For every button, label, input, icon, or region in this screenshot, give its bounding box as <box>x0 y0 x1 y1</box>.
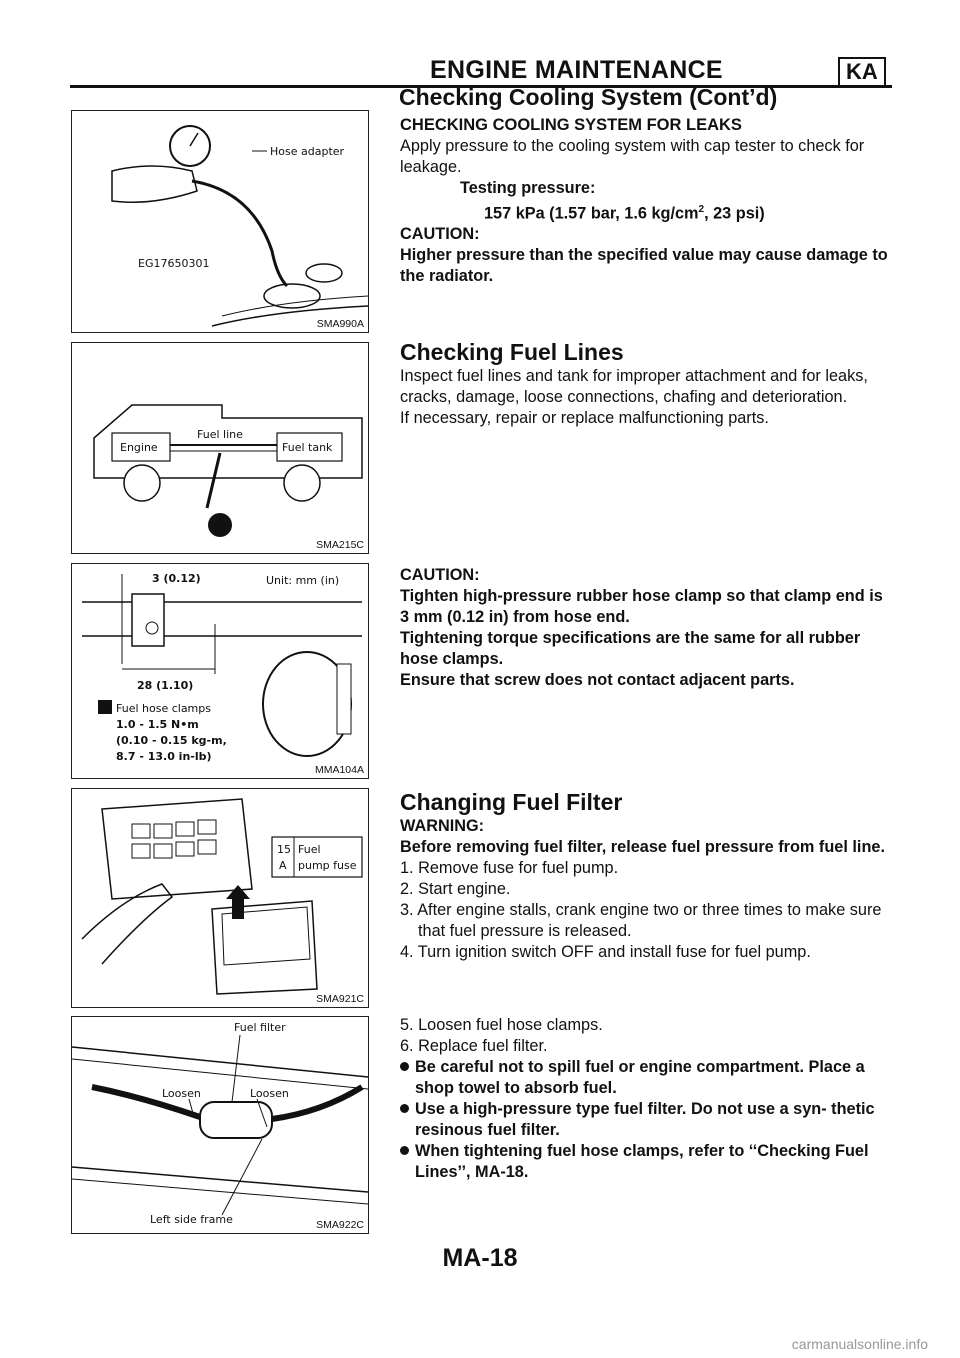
loosen-label: Loosen <box>250 1087 289 1100</box>
engine-label: Engine <box>120 441 158 454</box>
unit-label: Unit: mm (in) <box>266 574 340 587</box>
fuse-name-label: Fuel <box>298 843 321 856</box>
figure-code: SMA990A <box>316 318 364 330</box>
warning-label: WARNING: <box>400 817 485 835</box>
fuse-box-illustration <box>72 789 368 1007</box>
figure-hose-clamp <box>71 563 369 779</box>
bullet-item: Be careful not to spill fuel or engine compartment. Place a shop towel to absorb fuel. <box>400 1057 895 1099</box>
step-item: 2. Start engine. <box>400 880 511 898</box>
fuel-filter-illustration <box>72 1017 368 1233</box>
pressure-value: 157 kPa (1.57 bar, 1.6 $kg/cm^2$, 23 psi) <box>484 204 765 223</box>
section-fuel-lines <box>400 338 895 429</box>
caution-text: Tightening torque specifications are the same for all rubber hose clamps. <box>400 629 861 668</box>
section-title: ENGINE MAINTENANCE <box>430 56 723 84</box>
body-text: If necessary, repair or replace malfunctioning parts. <box>400 409 769 427</box>
body-text: Apply pressure to the cooling system with cap tester to check for leakage. <box>400 137 865 176</box>
figure-fuel-line <box>71 342 369 554</box>
section-clamp-caution <box>400 565 895 691</box>
torque-label: 8.7 - 13.0 in-lb) <box>116 750 212 763</box>
fuse-name-label: pump fuse <box>298 859 357 872</box>
fuse-amp-label: 15 <box>277 843 291 856</box>
truck-fuel-line-illustration <box>72 343 368 553</box>
step-item: 6. Replace fuel filter. <box>400 1037 548 1055</box>
dimension-label: 3 (0.12) <box>152 572 201 585</box>
page-subtitle: Checking Cooling System (Cont’d) <box>399 84 778 110</box>
section-heading: Checking Fuel Lines <box>400 339 624 365</box>
fuel-line-label: Fuel line <box>197 428 243 441</box>
section-heading: CHECKING COOLING SYSTEM FOR LEAKS <box>400 116 742 134</box>
step-item: 5. Loosen fuel hose clamps. <box>400 1016 603 1034</box>
bullet-item: When tightening fuel hose clamps, refer to ‘‘Checking Fuel Lines’’, MA-18. <box>400 1141 895 1183</box>
frame-label: Left side frame <box>150 1213 233 1226</box>
cap-tester-illustration <box>72 111 368 332</box>
section-fuel-filter-cont <box>400 1015 895 1183</box>
pressure-label: Testing pressure: <box>460 179 596 197</box>
caution-label: CAUTION: <box>400 566 480 584</box>
step-item: 1. Remove fuse for fuel pump. <box>400 859 619 877</box>
torque-label: (0.10 - 0.15 kg-m, <box>116 734 227 747</box>
figure-cap-tester <box>71 110 369 333</box>
section-cooling-leaks <box>400 115 895 287</box>
bullet-item: Use a high-pressure type fuel filter. Do not use a syn- thetic resinous fuel filter. <box>400 1099 895 1141</box>
caution-text: Tighten high-pressure rubber hose clamp so that clamp end is 3 mm (0.12 in) from hose end. <box>400 587 883 626</box>
bullet-icon <box>400 1146 409 1155</box>
fuel-filter-label: Fuel filter <box>234 1021 286 1034</box>
section-heading: Changing Fuel Filter <box>400 789 623 815</box>
fuse-amp-label: A <box>279 859 287 872</box>
figure-code: SMA922C <box>316 1219 364 1231</box>
body-text: Inspect fuel lines and tank for improper attachment and for leaks, cracks, damage, loose connections, chafing and deterioration. <box>400 367 868 406</box>
page-number: MA-18 <box>442 1244 518 1272</box>
torque-label: 1.0 - 1.5 N•m <box>116 718 199 731</box>
section-fuel-filter <box>400 788 895 963</box>
caution-text: Higher pressure than the specified value may cause damage to the radiator. <box>400 246 888 286</box>
dimension-label: 28 (1.10) <box>137 679 194 692</box>
bullet-icon <box>400 1104 409 1113</box>
caution-text: Ensure that screw does not contact adjacent parts. <box>400 671 795 689</box>
step-item: 3. After engine stalls, crank engine two or three times to make sure that fuel pressure is released. <box>400 901 882 940</box>
figure-code: SMA921C <box>316 993 364 1005</box>
hose-adapter-label: Hose adapter <box>270 145 345 158</box>
hose-clamp-illustration <box>72 564 368 778</box>
figure-fuse-box <box>71 788 369 1008</box>
bullet-icon <box>400 1062 409 1071</box>
clamps-label: Fuel hose clamps <box>116 702 211 715</box>
figure-fuel-filter <box>71 1016 369 1234</box>
caution-label: CAUTION: <box>400 225 480 244</box>
watermark: carmanualsonline.info <box>791 1336 928 1352</box>
figure-code: MMA104A <box>314 764 364 776</box>
figure-code: SMA215C <box>316 539 364 551</box>
fuel-tank-label: Fuel tank <box>282 441 333 454</box>
warning-text: Before removing fuel filter, release fuel pressure from fuel line. <box>400 838 885 856</box>
loosen-label: Loosen <box>162 1087 201 1100</box>
step-item: 4. Turn ignition switch OFF and install fuse for fuel pump. <box>400 943 811 961</box>
engine-badge: KA <box>838 57 886 87</box>
tool-number-label: EG17650301 <box>138 257 210 270</box>
